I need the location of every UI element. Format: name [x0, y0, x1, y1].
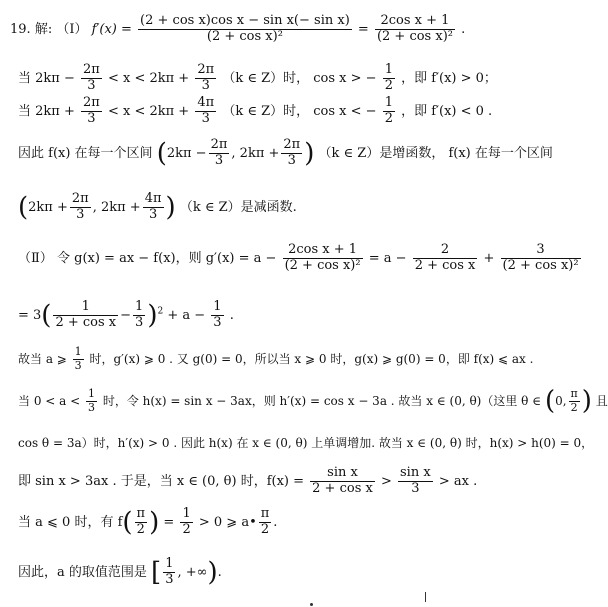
frac-den: 3	[287, 152, 296, 168]
simplified-fraction	[375, 14, 455, 45]
case-b-third	[86, 388, 97, 414]
square-exponent: 2	[157, 306, 164, 317]
case-c-half	[180, 507, 192, 538]
rewrite-minus: −	[120, 307, 132, 323]
case-c-end: > 0 ⩾ a•	[198, 514, 257, 530]
plus-sign: +	[483, 250, 495, 266]
paren-close: )	[581, 386, 592, 417]
frac-num: 4π	[197, 95, 215, 110]
case-b-interval: 0,	[555, 394, 567, 409]
part2-intro: 令 g(x) = ax − f(x)，则 g′(x) = a −	[56, 250, 277, 266]
interval1-frac-a	[209, 138, 230, 169]
rewrite-third	[133, 300, 145, 331]
conclusion-start: 因此 f(x) 在每一个区间	[18, 145, 153, 161]
rewrite-suffix: + a −	[167, 307, 206, 323]
frac-num: 2π	[71, 191, 89, 206]
final-inf: , +∞	[177, 564, 208, 580]
frac-num: 2π	[283, 137, 301, 152]
frac-den: 2	[136, 521, 145, 537]
frac-den: 2	[570, 400, 578, 414]
frac-num: sin x	[400, 465, 431, 480]
frac-num: 2	[413, 243, 478, 259]
line-derivative	[10, 14, 465, 45]
case-b-pi-half	[569, 388, 580, 414]
frac-num: 1	[384, 95, 393, 110]
simplified-denominator: (2 + cos x)²	[376, 28, 453, 44]
frac-num: 1	[135, 299, 144, 314]
interval2-frac-a	[70, 192, 91, 223]
frac-den: 2 + cos x	[55, 314, 117, 330]
frac-num: π	[136, 506, 146, 521]
rewrite-inner	[53, 300, 118, 331]
rewrite-prefix: = 3	[18, 307, 42, 323]
case1-result: ，即 f′(x) > 0；	[401, 70, 497, 86]
interval1-frac-b	[281, 138, 302, 169]
frac-den: 3	[87, 77, 96, 93]
frac-den: 3	[87, 110, 96, 126]
case-b-text: 时，令 h(x) = sin x − 3ax，则 h′(x) = cos x − 3a . 故当 x ∈ (0, θ)（这里 θ ∈	[102, 394, 542, 409]
frac-den: 3	[135, 314, 144, 330]
frac-num: 2π	[197, 62, 215, 77]
rewrite-frac-third	[211, 300, 223, 331]
scan-dot	[310, 603, 313, 606]
line-case-increasing	[18, 63, 497, 94]
paren-open: (	[122, 507, 133, 538]
scan-mark	[425, 592, 426, 602]
case-c-pi-half	[135, 507, 148, 538]
frac-den: 3	[213, 314, 222, 330]
frac-den: 3	[76, 206, 85, 222]
case-a-third	[73, 346, 84, 372]
frac-num: π	[260, 506, 270, 521]
frac-num: 1	[74, 345, 82, 358]
line-conclusion-2	[18, 192, 297, 223]
solution-label: 解:	[34, 21, 53, 37]
case2-prefix: 当 2kπ +	[18, 103, 75, 119]
case-b2-text: cos θ = 3a）时，h′(x) > 0 . 因此 h(x) 在 x ∈ (0, θ) 上单调增加. 故当 x ∈ (0, θ) 时，h(x) > h(0) = 0，	[18, 436, 594, 450]
equals-sign: =	[357, 21, 369, 37]
paren-close: )	[207, 557, 218, 588]
frac-den: 3	[214, 152, 224, 168]
frac-num: 2π	[83, 62, 100, 77]
frac-num: 2π	[83, 95, 100, 110]
case-c-period: .	[273, 514, 278, 530]
case2-result: ，即 f′(x) < 0 .	[401, 103, 493, 119]
case-b-end: 且	[595, 394, 608, 409]
frac-den: 2	[260, 521, 270, 537]
problem-number: 19.	[10, 21, 31, 37]
frac-num: 2cos x + 1	[283, 243, 363, 259]
case-b3-frac2	[398, 466, 433, 497]
interval1-b: , 2kπ +	[231, 145, 280, 161]
case-b3-frac1	[310, 466, 375, 497]
case-a-text: 时，g′(x) ⩾ 0 . 又 g(0) = 0，所以当 x ⩾ 0 时，g(x) ⩾ g(0) = 0，即 f(x) ⩽ ax .	[89, 352, 534, 367]
case1-cos: cos x > −	[313, 70, 377, 86]
eq-a: = a −	[368, 250, 407, 266]
line-case-b2	[18, 437, 593, 449]
interval2-a: 2kπ +	[28, 199, 68, 215]
interval1-a: 2kπ −	[166, 145, 207, 161]
line-case-b	[18, 386, 608, 417]
frac-num: 3	[501, 243, 581, 259]
case2-frac-half	[383, 96, 395, 127]
frac-den: 3	[148, 206, 158, 222]
final-end: .	[217, 564, 222, 580]
line-part2-intro	[18, 243, 583, 274]
frac-num: 1	[165, 556, 174, 571]
paren-close: )	[149, 507, 160, 538]
case2-frac-a	[81, 96, 102, 127]
final-prefix: 因此，a 的取值范围是	[18, 564, 147, 580]
gprime-fraction	[283, 243, 363, 274]
case2-cos: cos x < −	[313, 103, 377, 119]
frac-den: 3	[74, 358, 82, 372]
frac-num: π	[570, 387, 578, 400]
paren-close: )	[304, 138, 315, 169]
frac-den: 2	[182, 521, 191, 537]
frac-den: 3	[201, 77, 210, 93]
frac-num: sin x	[310, 466, 375, 482]
case1-prefix: 当 2kπ −	[18, 70, 75, 86]
frac-den: 3	[165, 571, 174, 587]
frac-num: 4π	[144, 191, 162, 206]
line-rewrite	[18, 300, 234, 331]
paren-close: )	[165, 192, 176, 223]
case-b3-gt: >	[380, 473, 392, 489]
frac-num: 1	[213, 299, 222, 314]
conclusion-mid2: f(x) 在每一个区间	[448, 145, 553, 161]
bracket-open: [	[151, 557, 162, 588]
frac-num: 2π	[210, 137, 228, 152]
frac-den: 3	[88, 400, 95, 414]
frac-den: 2 + cos x	[312, 480, 373, 496]
case2-frac-b	[195, 96, 216, 127]
frac-num: 1	[88, 387, 95, 400]
frac-den: 2 + cos x	[414, 257, 476, 273]
part2-label: （Ⅱ）	[18, 250, 53, 266]
case-c-mid: =	[163, 514, 175, 530]
case-c-prefix: 当 a ⩽ 0 时，有 f	[18, 514, 123, 530]
derivative-fraction	[138, 14, 352, 45]
frac-den: 2	[384, 77, 393, 93]
paren-close: )	[147, 300, 158, 331]
frac-den: 3	[201, 110, 210, 126]
frac-den: 2	[384, 110, 393, 126]
line-case-c	[18, 507, 277, 538]
case1-frac-half	[383, 63, 395, 94]
simplified-numerator: 2cos x + 1	[375, 14, 455, 30]
case1-frac-b	[195, 63, 216, 94]
case1-mid: < x < 2kπ +	[107, 70, 190, 86]
g3-fraction	[501, 243, 581, 274]
case1-frac-a	[81, 63, 102, 94]
frac-num: 1	[182, 506, 191, 521]
case-b3-end: > ax .	[438, 473, 478, 489]
final-third	[163, 557, 175, 588]
conclusion-mid: （k ∈ Z）是增函数，	[318, 145, 445, 161]
paren-open: (	[18, 192, 29, 223]
part1-label: （Ⅰ）	[56, 21, 88, 37]
frac-den: 3	[411, 480, 420, 496]
rewrite-end: .	[229, 307, 234, 323]
interval2-frac-b	[143, 192, 164, 223]
case-b3-prefix: 即 sin x > 3ax . 于是，当 x ∈ (0, θ) 时，f(x) =	[18, 473, 305, 489]
paren-open: (	[41, 300, 52, 331]
g2-fraction	[413, 243, 478, 274]
case2-condition: （k ∈ Z）时，	[222, 103, 310, 119]
derivative-numerator: (2 + cos x)cos x − sin x(− sin x)	[140, 13, 350, 28]
frac-num: 1	[53, 300, 118, 316]
frac-den: (2 + cos x)²	[284, 257, 361, 273]
case-c-pi-half-2	[259, 507, 272, 538]
case-b-prefix: 当 0 < a <	[18, 394, 81, 409]
frac-den: (2 + cos x)²	[502, 257, 579, 273]
case2-mid: < x < 2kπ +	[107, 103, 190, 119]
paren-open: (	[156, 138, 167, 169]
frac-num: 1	[384, 62, 393, 77]
derivative-lhs: f′(x) =	[91, 21, 132, 37]
case-a-prefix: 故当 a ⩾	[18, 352, 67, 367]
conclusion-end: （k ∈ Z）是减函数.	[179, 199, 297, 215]
line-case-b3	[18, 466, 477, 497]
derivative-denominator: (2 + cos x)²	[206, 28, 283, 44]
interval2-b: , 2kπ +	[92, 199, 141, 215]
period: .	[461, 21, 466, 37]
case1-condition: （k ∈ Z）时，	[222, 70, 310, 86]
line-case-a	[18, 346, 533, 372]
paren-open: (	[544, 386, 556, 417]
line-conclusion	[18, 138, 553, 169]
line-final	[18, 557, 222, 588]
line-case-decreasing	[18, 96, 492, 127]
